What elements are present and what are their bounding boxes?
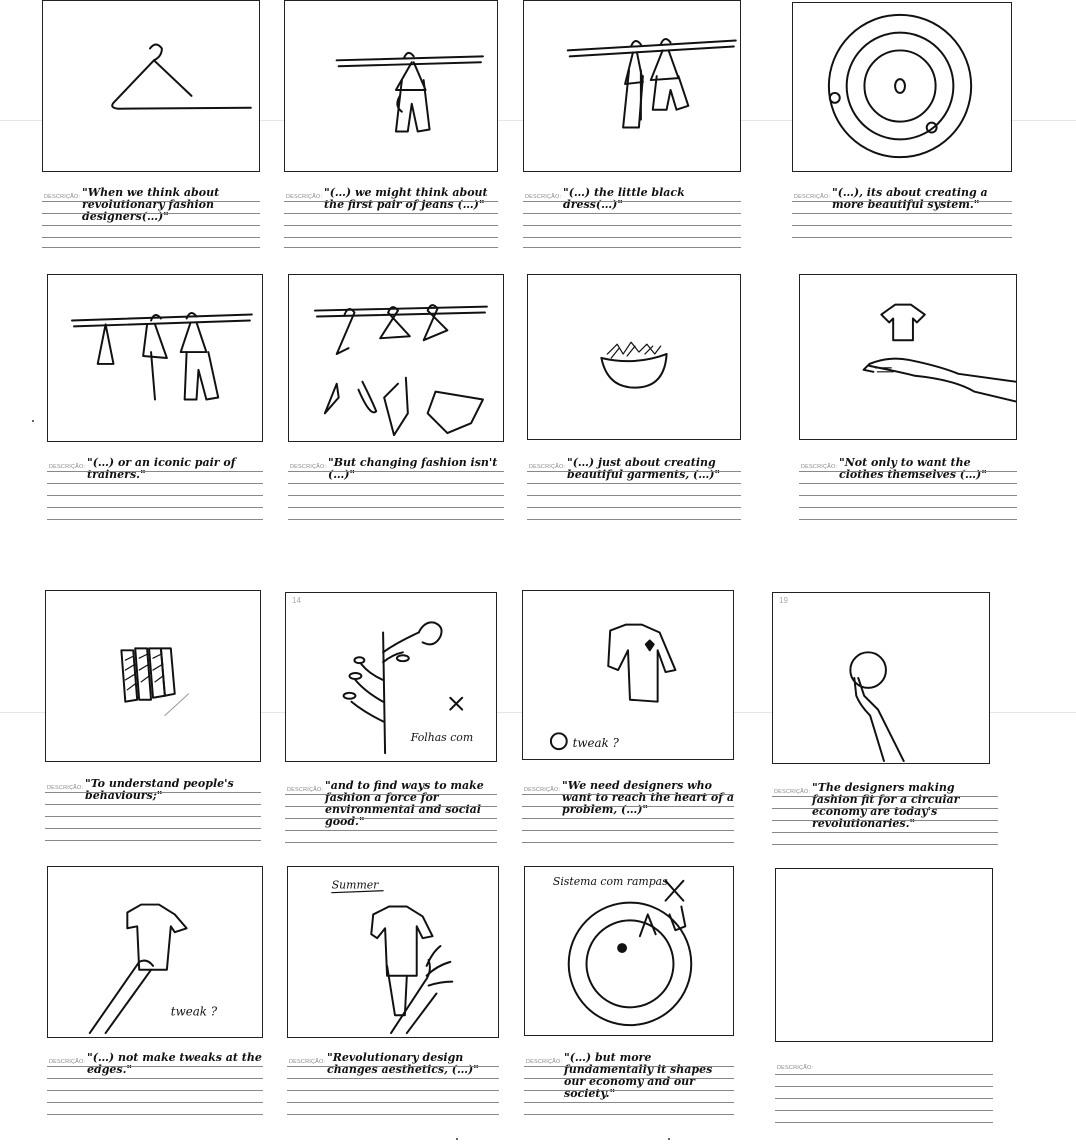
sketch-frame bbox=[45, 590, 261, 762]
panel-description: "(…) we might think about the first pair of jeans (…)" bbox=[324, 186, 492, 211]
storyboard-panel-4 bbox=[792, 2, 1012, 252]
desc-label: DESCRIÇÃO: bbox=[801, 464, 838, 470]
storyboard-panel-11 bbox=[522, 590, 738, 850]
panel-description: "(…), its about creating a more beautiful system." bbox=[832, 186, 992, 211]
handwritten-annotation: Summer bbox=[331, 878, 379, 892]
storyboard-panel-12 bbox=[772, 592, 990, 862]
sketch-frame bbox=[47, 274, 263, 442]
desc-label: DESCRIÇÃO: bbox=[526, 1059, 563, 1065]
handwritten-annotation: Folhas com bbox=[410, 731, 474, 745]
cotton-plant-icon bbox=[286, 593, 496, 761]
desc-label: DESCRIÇÃO: bbox=[44, 194, 81, 200]
storyboard-panel-16 bbox=[775, 868, 993, 1128]
storyboard-panel-3 bbox=[523, 0, 741, 250]
jeans-on-rack-icon bbox=[285, 1, 497, 171]
panel-description: "(…) just about creating beautiful garments, (…)" bbox=[567, 456, 721, 481]
sketch-frame bbox=[42, 0, 260, 172]
storyboard-panel-15 bbox=[524, 866, 734, 1116]
dresses-on-rack-icon bbox=[524, 1, 740, 171]
desc-label: DESCRIÇÃO: bbox=[525, 194, 562, 200]
sketch-frame bbox=[792, 2, 1012, 172]
frame-number: 14 bbox=[292, 596, 301, 605]
panel-description: "When we think about revolutionary fashion designers(…)" bbox=[82, 186, 223, 223]
storyboard-panel-9 bbox=[45, 590, 261, 850]
sketch-frame bbox=[285, 592, 497, 762]
storyboard-panel-2 bbox=[284, 0, 498, 250]
panel-description: "(…) the little black dress(…)" bbox=[563, 186, 689, 211]
desc-label: DESCRIÇÃO: bbox=[529, 464, 566, 470]
desc-label: DESCRIÇÃO: bbox=[286, 194, 323, 200]
panel-description: "We need designers who want to reach the heart of a problem, (…)" bbox=[562, 779, 738, 816]
panel-description: "(…) not make tweaks at the edges." bbox=[87, 1051, 266, 1076]
desc-label: DESCRIÇÃO: bbox=[289, 1059, 326, 1065]
bowl-of-clothes-icon bbox=[528, 275, 740, 439]
handwritten-annotation: tweak ? bbox=[572, 736, 619, 751]
panel-description: "The designers making fashion fit for a circular economy are today's revolutionaries." bbox=[812, 781, 964, 830]
finger-on-ball-icon bbox=[773, 593, 989, 763]
panel-description: "Not only to want the clothes themselves (…)" bbox=[839, 456, 987, 481]
hand-holding-shirt-icon bbox=[48, 867, 262, 1037]
hands-with-shirt-icon bbox=[288, 867, 498, 1037]
desc-label: DESCRIÇÃO: bbox=[794, 194, 831, 200]
sketch-frame bbox=[288, 274, 504, 442]
sketch-frame bbox=[47, 866, 263, 1038]
sketch-frame bbox=[284, 0, 498, 172]
sketch-frame bbox=[524, 866, 734, 1036]
falling-garments-icon bbox=[289, 275, 503, 441]
handwritten-annotation: Sistema com rampas bbox=[552, 874, 668, 888]
storyboard-panel-13 bbox=[47, 866, 266, 1116]
sketch-frame bbox=[287, 866, 499, 1038]
circular-economy-icon bbox=[525, 867, 733, 1035]
storyboard-panel-5 bbox=[47, 274, 263, 524]
desc-label: DESCRIÇÃO: bbox=[47, 785, 84, 791]
garments-on-rack-icon bbox=[48, 275, 262, 441]
desc-label: DESCRIÇÃO: bbox=[49, 464, 86, 470]
panel-description: "But changing fashion isn't (…)" bbox=[328, 456, 502, 481]
sketch-frame bbox=[522, 590, 734, 760]
hanger-icon bbox=[43, 1, 259, 171]
hand-reaching-shirt-icon bbox=[800, 275, 1016, 439]
storyboard-panel-7 bbox=[527, 274, 741, 524]
desc-label: DESCRIÇÃO: bbox=[777, 1065, 814, 1071]
panel-description: "Revolutionary design changes aesthetics, (…)" bbox=[327, 1051, 479, 1076]
desc-label: DESCRIÇÃO: bbox=[290, 464, 327, 470]
storyboard-panel-6 bbox=[288, 274, 504, 524]
sketch-frame bbox=[772, 592, 990, 764]
shirt-with-heart-icon bbox=[523, 591, 733, 759]
sketch-frame bbox=[527, 274, 741, 440]
desc-label: DESCRIÇÃO: bbox=[49, 1059, 86, 1065]
storyboard-panel-1 bbox=[42, 0, 260, 250]
frame-number: 19 bbox=[779, 596, 788, 605]
desc-label: DESCRIÇÃO: bbox=[774, 789, 811, 795]
panel-description: "To understand people's behaviours;" bbox=[85, 777, 238, 802]
desc-label: DESCRIÇÃO: bbox=[524, 787, 561, 793]
desc-label: DESCRIÇÃO: bbox=[287, 787, 324, 793]
panel-description: "(…) or an iconic pair of trainers." bbox=[87, 456, 240, 481]
sketch-frame-empty bbox=[775, 868, 993, 1042]
panel-description: "(…) but more fundamentally it shapes our economy and our society." bbox=[564, 1051, 717, 1100]
storyboard-panel-10 bbox=[285, 592, 497, 852]
sketch-frame bbox=[523, 0, 741, 172]
storyboard-panel-14 bbox=[287, 866, 499, 1116]
folded-clothes-icon bbox=[46, 591, 260, 761]
panel-description: "and to find ways to make fashion a force for environmental and social good." bbox=[325, 779, 488, 828]
handwritten-annotation: tweak ? bbox=[170, 1004, 218, 1019]
storyboard-panel-8 bbox=[799, 274, 1017, 524]
circular-system-icon bbox=[793, 3, 1011, 171]
sketch-frame bbox=[799, 274, 1017, 440]
